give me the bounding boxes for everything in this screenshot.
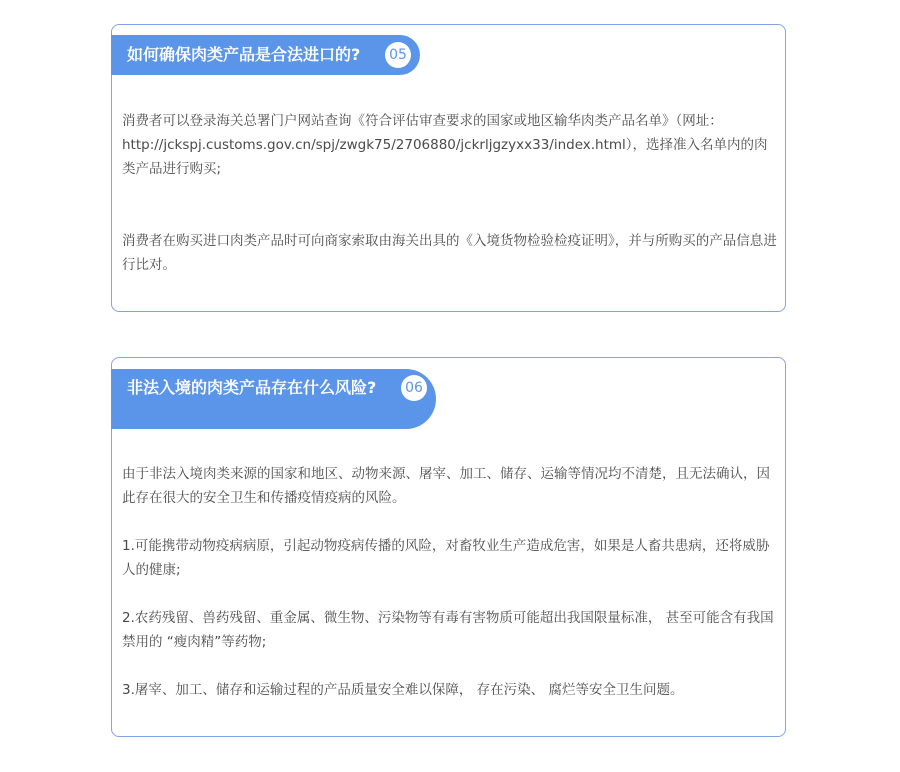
paragraph: 消费者可以登录海关总署门户网站查询《符合评估审查要求的国家或地区输华肉类产品名单》（网址： http://jckspj.customs.gov.cn/spj/zwgk75/2706880/jckrljgzyxx33/index.html），选择准入名单内的肉类产品进行购买; (122, 113, 768, 177)
section-body (122, 109, 779, 277)
paragraph: 消费者在购买进口肉类产品时可向商家索取由海关出具的《入境货物检验检疫证明》，并与所购买的产品信息进行比对。 (122, 233, 777, 273)
section-number-badge: 06 (401, 375, 427, 401)
section-title-banner (111, 369, 436, 429)
list-item: 3.屠宰、加工、储存和运输过程的产品质量安全难以保障， 存在污染、 腐烂等安全卫生问题。 (122, 682, 684, 698)
section-title-banner (111, 35, 420, 75)
section-title: 如何确保肉类产品是合法进口的? (127, 45, 361, 64)
section-card-05 (111, 24, 786, 312)
section-body (122, 462, 779, 702)
paragraph: 由于非法入境肉类来源的国家和地区、动物来源、屠宰、加工、储存、运输等情况均不清楚，且无法确认，因此存在很大的安全卫生和传播疫情疫病的风险。 (122, 466, 770, 506)
section-number-badge: 05 (385, 42, 411, 68)
list-item: 1.可能携带动物疫病病原，引起动物疫病传播的风险，对畜牧业生产造成危害，如果是人畜共患病，还将威胁人的健康; (122, 538, 770, 578)
list-item: 2.农药残留、兽药残留、重金属、微生物、污染物等有毒有害物质可能超出我国限量标准， 甚至可能含有我国禁用的 “瘦肉精”等药物; (122, 610, 774, 650)
section-card-06 (111, 357, 786, 737)
section-title: 非法入境的肉类产品存在什么风险? (127, 378, 377, 397)
